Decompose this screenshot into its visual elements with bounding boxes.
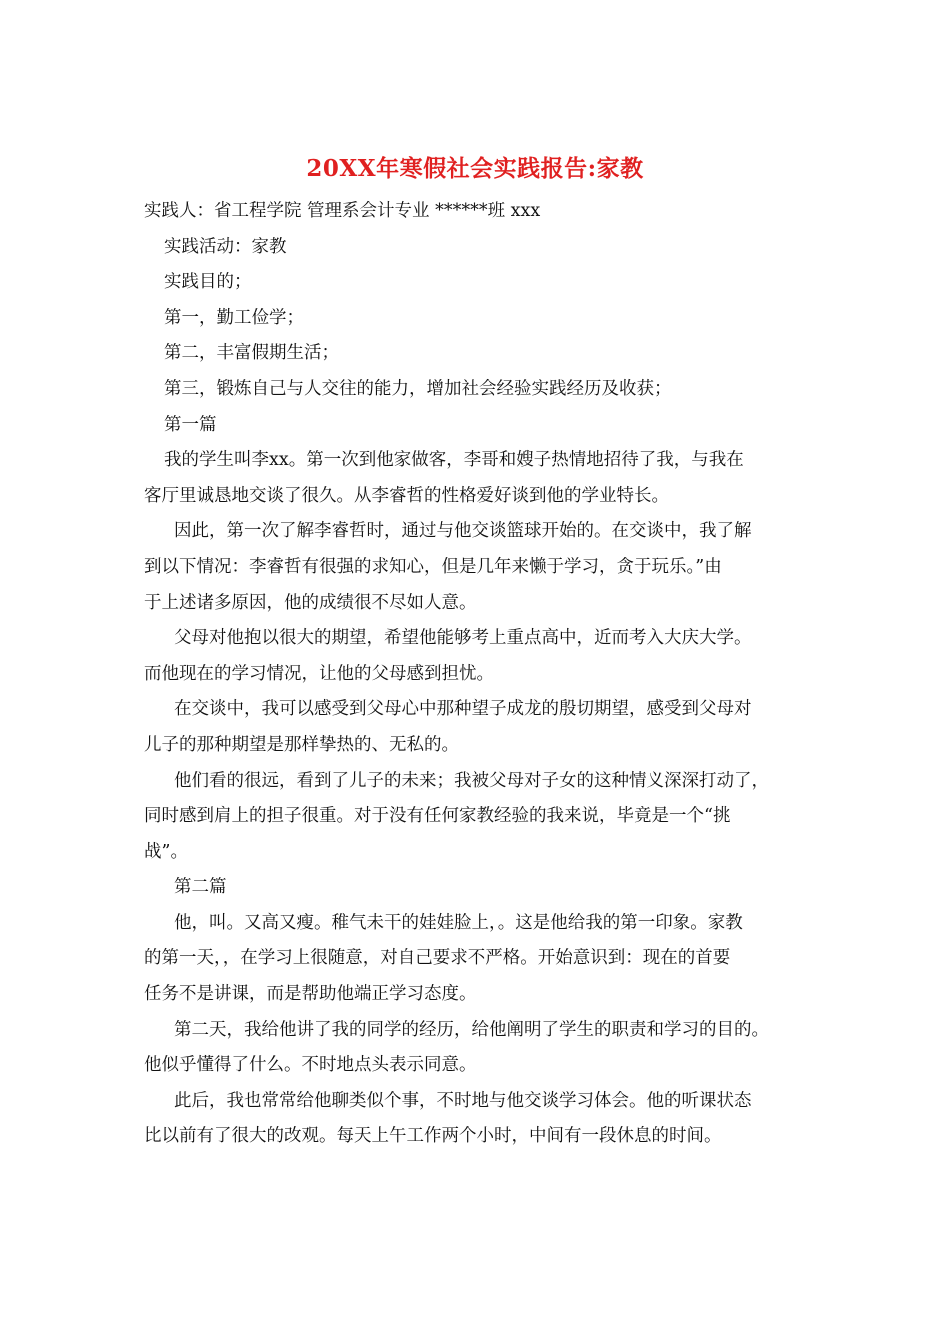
body-line: 第二篇 [174,877,227,898]
body-line: 第一篇 [164,414,217,435]
body-line: 第三，锻炼自己与人交往的能力，增加社会经验实践经历及收获； [164,378,672,399]
body-line: 他似乎懂得了什么。不时地点头表示同意。 [144,1055,477,1076]
body-line: 同时感到肩上的担子很重。对于没有任何家教经验的我来说，毕竟是一个“挑 [144,806,731,827]
body-line: 我的学生叫李xx。第一次到他家做客，李哥和嫂子热情地招待了我，与我在 [164,450,744,471]
body-line: 父母对他抱以很大的期望，希望他能够考上重点高中，近而考入大庆大学。 [174,628,752,649]
body-line: 他，叫。又高又瘦。稚气未干的娃娃脸上，。这是他给我的第一印象。家教 [174,912,743,933]
document-body [144,194,810,1155]
body-line: 第一，勤工俭学； [164,307,304,328]
body-line: 比以前有了很大的改观。每天上午工作两个小时，中间有一段休息的时间。 [144,1126,722,1147]
body-line: 儿子的那种期望是那样挚热的、无私的。 [144,734,459,755]
body-line: 而他现在的学习情况，让他的父母感到担忧。 [144,663,494,684]
body-line: 的第一天，，在学习上很随意，对自己要求不严格。开始意识到：现在的首要 [144,948,731,969]
body-line: 战”。 [144,841,188,862]
body-line: 第二，丰富假期生活； [164,343,339,364]
body-line: 实践目的； [164,272,252,293]
body-line: 在交谈中，我可以感受到父母心中那种望子成龙的殷切期望，感受到父母对 [174,699,752,720]
body-line: 他们看的很远，看到了儿子的未来；我被父母对子女的这种情义深深打动了， [174,770,769,791]
body-line: 因此，第一次了解李睿哲时，通过与他交谈篮球开始的。在交谈中，我了解 [174,521,752,542]
body-line: 于上述诸多原因，他的成绩很不尽如人意。 [144,592,477,613]
body-line: 任务不是讲课，而是帮助他端正学习态度。 [144,984,477,1005]
body-line: 实践人：省工程学院 管理系会计专业 ******班 xxx [144,201,541,221]
body-line: 客厅里诚恳地交谈了很久。从李睿哲的性格爱好谈到他的学业特长。 [144,485,669,506]
body-line: 第二天，我给他讲了我的同学的经历，给他阐明了学生的职责和学习的目的。 [174,1019,769,1040]
body-line: 实践活动：家教 [164,236,287,257]
body-line: 此后，我也常常给他聊类似个事，不时地与他交谈学习体会。他的听课状态 [174,1090,752,1111]
document-title: 20XX年寒假社会实践报告:家教 [306,155,644,182]
body-line: 到以下情况：李睿哲有很强的求知心，但是几年来懒于学习，贪于玩乐。”由 [144,556,722,577]
